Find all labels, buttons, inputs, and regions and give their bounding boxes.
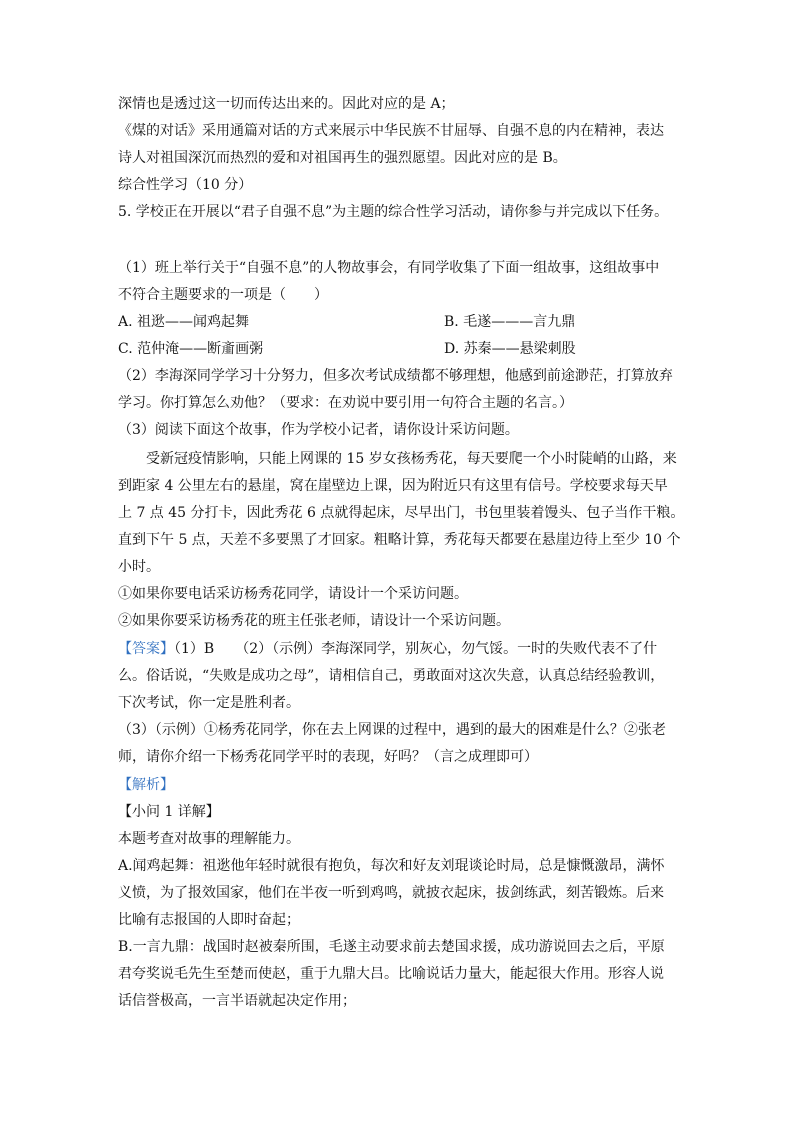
section-heading: 综合性学习（10 分）: [118, 177, 253, 193]
sub-question-1: （1）班上举行关于“自强不息”的人物故事会，有同学收集了下面一组故事，这组故事中: [118, 260, 660, 276]
story-paragraph: 上 7 点 45 分打卡，因此秀花 6 点就得起床，尽早出门，书包里装着馒头、包子当作干粮。: [118, 505, 685, 521]
analysis-text: 本题考查对故事的理解能力。: [118, 831, 300, 847]
answer-text: 师，请你介绍一下杨秀花同学平时的表现，好吗？（言之成理即可）: [118, 749, 538, 765]
story-paragraph: 直到下午 5 点，天差不多要黑了才回家。粗略计算，秀花每天都要在悬崖边待上至少 10 个: [118, 532, 681, 548]
interview-task-2: ②如果你要采访杨秀花的班主任张老师，请设计一个采访问题。: [118, 613, 510, 629]
analysis-text: 义愤，为了报效国家，他们在半夜一听到鸡鸣，就披衣起床，拔剑练武，刻苦锻炼。后来: [118, 885, 664, 901]
story-paragraph: 小时。: [118, 559, 160, 575]
analysis-tag-text: 【解析】: [118, 777, 174, 793]
answer-line: [118, 640, 698, 658]
answer-text: 么。俗话说，“失败是成功之母”，请相信自己，勇敢面对这次失意，认真总结经验教训，: [118, 668, 665, 684]
option-c: C. 范仲淹——断齑画粥: [118, 341, 264, 357]
option-d: D. 苏秦——悬梁刺股: [444, 341, 576, 357]
interview-task-1: ①如果你要电话采访杨秀花同学，请设计一个采访问题。: [118, 586, 468, 602]
analysis-text: 君夸奖说毛先生至楚而使赵，重于九鼎大吕。比喻说话力量大，能起很大作用。形容人说: [118, 966, 664, 982]
analysis-tag: [118, 776, 698, 794]
analysis-text: 话信誉极高，一言半语就起决定作用；: [118, 993, 356, 1009]
answer-tag: 【答案】: [118, 641, 174, 657]
sub-question-2: （2）李海深同学学习十分努力，但多次考试成绩都不够理想，他感到前途渺茫，打算放弃: [118, 368, 673, 384]
question-stem: 5. 学校正在开展以“君子自强不息”为主题的综合性学习活动，请你参与并完成以下任务。: [118, 204, 669, 220]
analysis-text: A.闻鸡起舞：祖逖他年轻时就很有抱负，每次和好友刘琨谈论时局，总是慷慨激昂，满怀: [118, 858, 665, 874]
text-line: 《煤的对话》采用通篇对话的方式来展示中华民族不甘屈辱、自强不息的内在精神，表达: [118, 123, 664, 139]
text-line: 不符合主题要求的一项是（ ）: [118, 287, 328, 303]
text-line: 诗人对祖国深沉而热烈的爱和对祖国再生的强烈愿望。因此对应的是 B。: [118, 150, 567, 166]
answer-text: （3）（示例）①杨秀花同学，你在去上网课的过程中，遇到的最大的困难是什么？②张老: [118, 722, 666, 738]
story-paragraph: 受新冠疫情影响，只能上网课的 15 岁女孩杨秀花，每天要爬一个小时陡峭的山路，来: [146, 451, 677, 467]
story-paragraph: 到距家 4 公里左右的悬崖，窝在崖壁边上课，因为附近只有这里有信号。学校要求每天早: [118, 478, 668, 494]
text-line: 深情也是透过这一切而传达出来的。因此对应的是 A；: [118, 96, 455, 112]
analysis-text: 比喻有志报国的人即时奋起；: [118, 912, 300, 928]
answer-text: （1）B （2）（示例）李海深同学，别灰心，勿气馁。一时的失败代表不了什: [174, 641, 658, 657]
analysis-text: B.一言九鼎：战国时赵被秦所围，毛遂主动要求前去楚国求援，成功游说回去之后，平原: [118, 939, 665, 955]
text-line: 学习。你打算怎么劝他？（要求：在劝说中要引用一句符合主题的名言。）: [118, 395, 573, 411]
sub-question-heading: 【小问 1 详解】: [118, 804, 220, 820]
option-a: A. 祖逖——闻鸡起舞: [118, 314, 250, 330]
option-b: B. 毛遂———言九鼎: [444, 314, 576, 330]
answer-text: 下次考试，你一定是胜利者。: [118, 695, 300, 711]
sub-question-3: （3）阅读下面这个故事，作为学校小记者，请你设计采访问题。: [118, 422, 519, 438]
